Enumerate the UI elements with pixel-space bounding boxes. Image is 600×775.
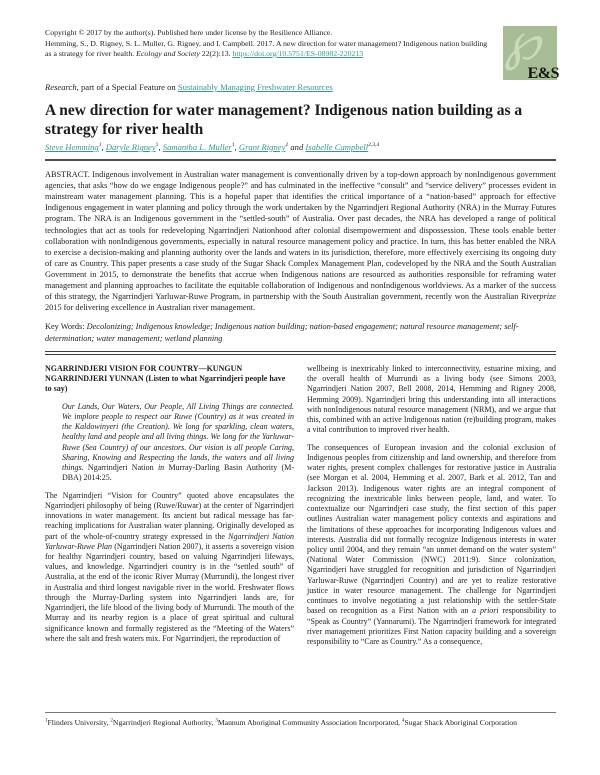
text-link[interactable]: Isabelle Campbell — [305, 141, 369, 152]
abstract-paragraph: ABSTRACT. Indigenous involvement in Australian water management is conventionally driven by a top-down approach by nonIndigenous government agencies, that asks “how do we engage Indigenous people?” and has culminated in the ineffective “consult” and “service delivery” processes evident in mainstream water management planning. This is a hopeful paper that identifies the critical importance of a “nation-based” approach for effective Indigenous engagement in water planning and policy through the work undertaken by the Ngarrindjeri Regional Authority (NRA) in the Murray Futures program. The NRA is an Indigenous government in the “settled-south” of Australia. Over past decades, the NRA has developed a range of political technologies that act as tools for redeveloping Ngarrindjeri Nationhood after colonial disempowerment and dispossession. These tools enable better collaboration with nonIndigenous governments, especially in natural resource management policy and practice. In turn, this has better enabled the NRA to exercise a decision-making and planning authority over the lands and waters in its jurisdiction, therefore, more effectively exercising its ongoing duty of care as Country. This paper presents a case study of the Sugar Shack Complex Management Plan, codeveloped by the NRA and the South Australian Government in 2015, to demonstrate the benefits that accrue when Indigenous nations are resourced as authorities responsible for reframing water management and planning approaches to facilitate the equitable collaboration of Indigenous and nonIndigenous worldviews. As a marker of the success of this strategy, the Ngarrindjeri Yarluwar-Ruwe Program, in partnership with the South Australian government, recently won the Australian Riverprize 2015 for delivering excellence in Australian river management. — [45, 169, 556, 313]
journal-logo — [503, 12, 559, 82]
affiliations-footnote: $^1$Flinders University, $^2$Ngarrindjeri Regional Authority, $^3$Mannum Aboriginal Community Association Incorporated, $^4$Sugar Shack Aboriginal Corporation — [45, 712, 556, 728]
journal-logo-label: E&S — [527, 65, 559, 82]
copyright-block — [45, 28, 490, 60]
text-link[interactable]: Sustainably Managing Freshwater Resources — [177, 81, 333, 92]
section-heading-vision: NGARRINDJERI VISION FOR COUNTRY—KUNGUN NGARRINDJERI YUNNAN (Listen to what Ngarrindjeri people have to say) — [45, 364, 286, 394]
text-link[interactable]: Daryle Rigney — [105, 141, 156, 152]
keywords-line: Key Words: Decolonizing; Indigenous knowledge; Indigenous nation building; nation-based engagement; natural resource management; self-determination; water management; wetland planning — [45, 322, 519, 343]
text-link[interactable]: Grant Rigney — [238, 141, 286, 152]
left-paragraph-1: The Ngarrindjeri “Vision for Country” quoted above encapsulates the Ngarrindjeri philosophy of being (Ruwe/Ruwar) at the center of Ngarrindjeri innovations in water management. Its ancient but radical message has far-reaching implications for Australian water planning. Originally developed as part of the whole-of-country strategy expressed in the Ngarrindjeri Nation Yarluwar-Ruwe Plan (Ngarrindjeri Nation 2007), it asserts a sovereign vision for healthy Ngarrindjeri country, based on valuing Ngarrindjeri lifeways, values, and knowledge. Ngarrindjeri country is in the “settled south” of Australia, at the end of the iconic River Murray (Murrundi), the longest river in Australia and third longest navigable river in the world. Freshwater flows through the Murray-Darling system into Ngarrindjeri lands are, for Ngarrindjeri, the life blood of the living body of Murrundi. The mouth of the Murray and its nearby region is a place of great spiritual and cultural significance known and formally registered as the “Meeting of the Waters” where the salt and fresh waters mix. For Ngarrindjeri, the reproduction of — [45, 490, 295, 643]
special-feature-line: Research, part of a Special Feature on Sustainably Managing Freshwater Resources — [45, 81, 333, 92]
es-script-monogram-icon: ℘ — [504, 12, 541, 72]
citation-line: Hemming, S., D. Rigney, S. L. Muller, G. Rigney, and I. Campbell. 2017. A new direction for water management? Indigenous nation building as a strategy for river health. Ecology and Society 22(2):13. https://doi.org/10.5751/ES-08982-220213 — [45, 38, 488, 59]
copyright-line: Copyright © 2017 by the author(s). Published here under license by the Resilience Alliance. — [45, 28, 333, 37]
text-link[interactable]: Samantha L. Muller — [162, 141, 232, 152]
divider-double — [45, 351, 556, 355]
body-columns — [45, 364, 556, 654]
divider-thick — [45, 159, 556, 161]
authors-line: Steve Hemming$^1$, Daryle Rigney$^1$, Samantha L. Muller$^1$, Grant Rigney$^2$ and Isabelle Campbell$^{2,3,4}$ — [45, 141, 380, 152]
right-paragraph-2: The consequences of European invasion and the colonial exclusion of Indigenous peoples from citizenship and land ownership, and therefore from water rights, present complex challenges for restorative justice in Australia (see Morgan et al. 2004, Hemming et al. 2007, Bark et al. 2012, Tan and Jackson 2013). Indigenous water rights are an integral component of recognizing the inextricable links between people, land, and water. To contextualize our Ngarrindjeri case study, the first section of this paper outlines Australian water management policy contexts and aspirations and the limitations of these approaches for incorporating Indigenous values and interests. Australia did not formally recognize Indigenous interests in water policy until 2004, and they remain “an unmet demand on the water system” (National Water Commission (NWC) 2011:9). Since colonization, Ngarrindjeri have struggled for recognition and jurisdiction of Ngarrindjeri Yarluwar-Ruwe (Ngarrindjeri Country) and are yet to realize restorative justice in water resource management. The challenge for Ngarrindjeri continues to involve negotiating a just relationship with the settler-State based on recognition as a First Nation with an a priori responsibility to “Speak as Country” (Yannarumi). The Ngarrindjeri framework for integrated river management prioritizes First Nation capacity building and a sovereign responsibility to “Care as Country.” As a consequence, — [307, 442, 556, 647]
column-right — [307, 364, 556, 654]
right-paragraph-1: wellbeing is inextricably linked to interconnectivity, estuarine mixing, and the overall health of Murrundi as a living body (see Simons 2003, Ngarrindjeri Nation 2007, Bell 2008, 2014, Hemming and Rigney 2008, Hemming 2009). Ngarrindjeri bring this understanding into all interactions with nonIndigenous natural resource management (NRM), and we argue that this, combined with an active Indigenous nation (re)building program, makes a vital contribution to improved river health. — [307, 364, 556, 435]
page-title: A new direction for water management? Indigenous nation building as a strategy for river health — [45, 101, 523, 138]
vision-quote: Our Lands, Our Waters, Our People, All Living Things are connected. We implore people to respect our Ruwe (Country) as it was created in the Kaldowinyeri (the Creation). We long for sparkling, clean waters, healthy land and people and all living things. We long for the Yarluwar-Ruwe (Sea Country) of our ancestors. Our vision is all people Caring, Sharing, Knowing and Respecting the lands, the waters and all living things. Ngarrindjeri Nation in Murray-Darling Basin Authority (M-DBA) 2014:25. — [62, 401, 294, 483]
text-link[interactable]: https://doi.org/10.5751/ES-08982-220213 — [232, 49, 364, 59]
column-left — [45, 364, 294, 654]
text-link[interactable]: Steve Hemming — [45, 141, 99, 152]
